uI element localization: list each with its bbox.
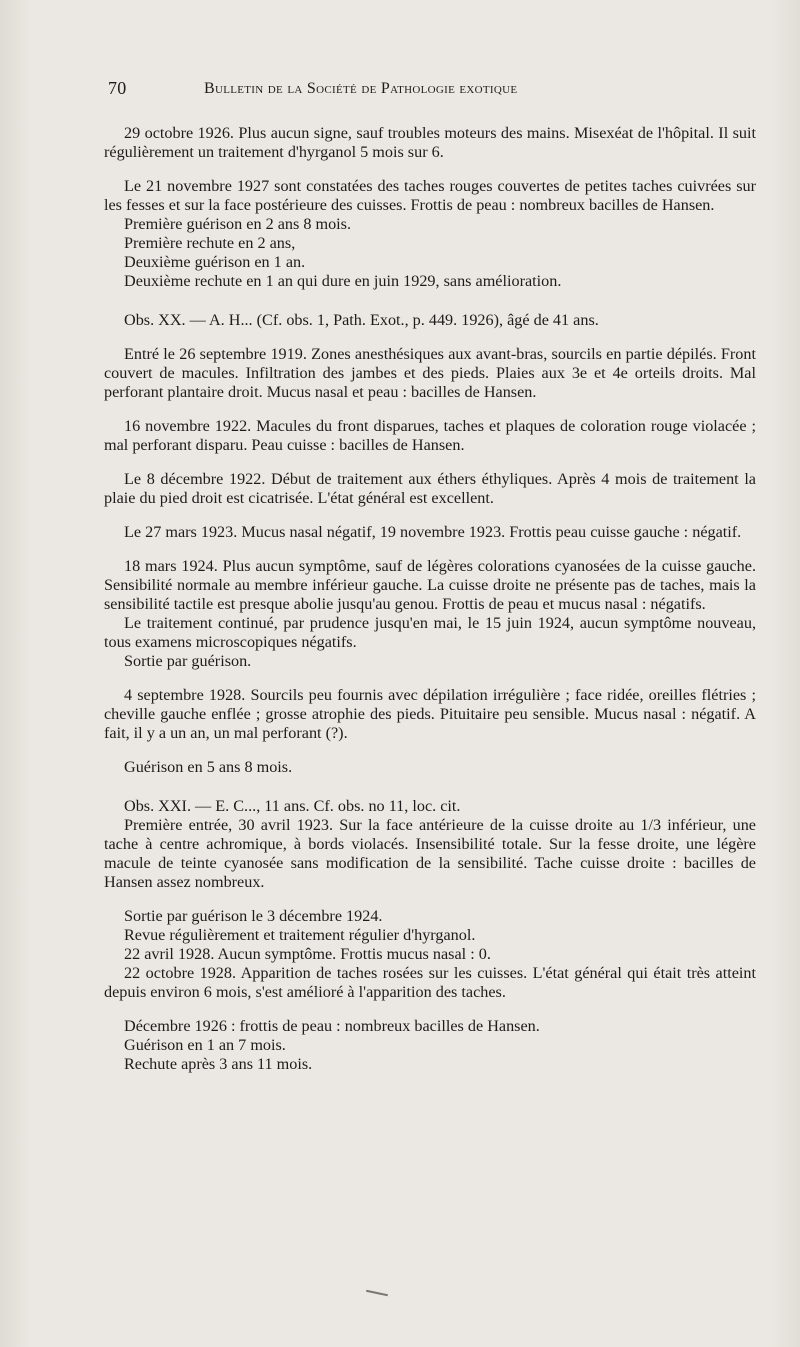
paragraph: Première entrée, 30 avril 1923. Sur la face antérieure de la cuisse droite au 1/3 inférieur, une tache à centre achromique, à bords violacés. Insensibilité totale. Sur la fesse droite, une légère macule de teinte cyanosée sans modification de la sensibilité. Tache cuisse droite : bacilles de Hansen assez nombreux.	[104, 816, 756, 891]
ink-mark	[366, 1290, 388, 1297]
paragraph: 18 mars 1924. Plus aucun symptôme, sauf de légères colorations cyanosées de la cuisse gauche. Sensibilité normale au membre inférieur gauche. La cuisse droite ne présente pas de taches, mais la sensibilité tactile est presque abolie jusqu'au genou. Frottis de peau et mucus nasal : négatifs.	[104, 557, 756, 613]
body-text	[104, 124, 756, 1074]
paragraph: Deuxième rechute en 1 an qui dure en juin 1929, sans amélioration.	[124, 272, 562, 290]
observation-heading: Obs. XXI. — E. C..., 11 ans. Cf. obs. no 11, loc. cit.	[124, 797, 461, 815]
paragraph: Sortie par guérison le 3 décembre 1924.	[124, 907, 383, 925]
paragraph: Le 8 décembre 1922. Début de traitement aux éthers éthyliques. Après 4 mois de traitement la plaie du pied droit est cicatrisée. L'état général est excellent.	[104, 470, 756, 507]
paragraph: Entré le 26 septembre 1919. Zones anesthésiques aux avant-bras, sourcils en partie dépilés. Front couvert de macules. Infiltration des jambes et des pieds. Plaies aux 3e et 4e orteils droits. Mal perforant plantaire droit. Mucus nasal et peau : bacilles de Hansen.	[104, 345, 756, 401]
paragraph: Deuxième guérison en 1 an.	[124, 253, 306, 271]
page-number: 70	[108, 78, 127, 98]
paragraph: 16 novembre 1922. Macules du front disparues, taches et plaques de coloration rouge violacée ; mal perforant disparu. Peau cuisse : bacilles de Hansen.	[104, 417, 756, 454]
running-title: Bulletin de la Société de Pathologie exotique	[204, 80, 518, 97]
paragraph: Décembre 1926 : frottis de peau : nombreux bacilles de Hansen.	[124, 1017, 540, 1035]
paragraph: Première guérison en 2 ans 8 mois.	[124, 215, 352, 233]
paragraph: 22 octobre 1928. Apparition de taches rosées sur les cuisses. L'état général qui était très atteint depuis environ 6 mois, s'est amélioré à l'apparition des taches.	[104, 964, 756, 1001]
paragraph: Le traitement continué, par prudence jusqu'en mai, le 15 juin 1924, aucun symptôme nouveau, tous examens microscopiques négatifs.	[104, 614, 756, 651]
paragraph: Guérison en 5 ans 8 mois.	[124, 758, 293, 776]
paragraph: 29 octobre 1926. Plus aucun signe, sauf troubles moteurs des mains. Misexéat de l'hôpital. Il suit régulièrement un traitement d'hyrganol 5 mois sur 6.	[104, 124, 756, 161]
page-header	[108, 78, 668, 104]
paragraph: Le 21 novembre 1927 sont constatées des taches rouges couvertes de petites taches cuivrées sur les fesses et sur la face postérieure des cuisses. Frottis de peau : nombreux bacilles de Hansen.	[104, 177, 756, 214]
paragraph: Le 27 mars 1923. Mucus nasal négatif, 19 novembre 1923. Frottis peau cuisse gauche : négatif.	[124, 523, 742, 541]
paragraph: 4 septembre 1928. Sourcils peu fournis avec dépilation irrégulière ; face ridée, oreilles flétries ; cheville gauche enflée ; grosse atrophie des pieds. Pituitaire peu sensible. Mucus nasal : négatif. A fait, il y a un an, un mal perforant (?).	[104, 686, 756, 742]
paragraph: Guérison en 1 an 7 mois.	[124, 1036, 286, 1054]
paragraph: 22 avril 1928. Aucun symptôme. Frottis mucus nasal : 0.	[124, 945, 491, 963]
paragraph: Première rechute en 2 ans,	[124, 234, 296, 252]
paragraph: Rechute après 3 ans 11 mois.	[124, 1055, 313, 1073]
paragraph: Sortie par guérison.	[124, 652, 252, 670]
paragraph: Revue régulièrement et traitement régulier d'hyrganol.	[124, 926, 476, 944]
observation-heading: Obs. XX. — A. H... (Cf. obs. 1, Path. Exot., p. 449. 1926), âgé de 41 ans.	[124, 311, 599, 329]
